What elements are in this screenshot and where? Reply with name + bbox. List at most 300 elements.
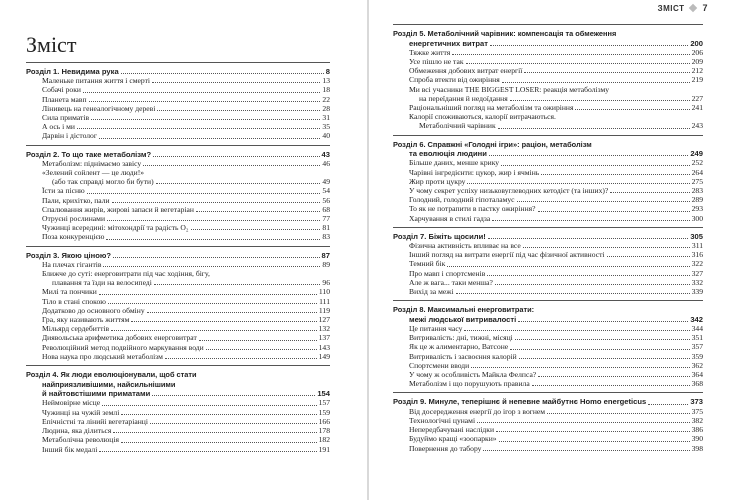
chapter-title: Розділ 1. Невидима рука (26, 67, 119, 76)
dot-leader (498, 128, 690, 129)
entry-page: 339 (691, 287, 703, 297)
toc-entry (26, 104, 330, 113)
dot-leader (112, 202, 321, 203)
dot-leader (575, 109, 689, 110)
toc-entry-line: Калорії споживаються, калорії витрачаються. (409, 112, 556, 122)
entry-page: 81 (322, 223, 330, 233)
entry-title: Інший бік медалі (42, 444, 98, 454)
entry-title: Будуймо кращі «зоопарки» (409, 434, 497, 444)
dot-leader (466, 63, 690, 64)
entry-page: 31 (322, 113, 330, 123)
entry-title: Тяжке життя (409, 47, 451, 57)
toc-entry (393, 177, 703, 186)
dot-leader (77, 128, 320, 129)
entry-title: Голодний, голодний гіпоталамус (409, 195, 515, 205)
entry-title: на переїдання й недоїдання (419, 93, 508, 103)
entry-page: 83 (322, 232, 330, 242)
toc-section (26, 62, 330, 141)
running-head-title: ЗМІСТ (657, 3, 685, 13)
entry-title: Метаболічний чарівник (419, 121, 496, 131)
entry-title: Інший погляд на витрати енергії під час фізичної активності (409, 250, 605, 260)
dot-leader (99, 294, 317, 295)
entry-title: Мільярд сердебиттів (42, 324, 110, 334)
toc-entry (26, 260, 330, 269)
dot-leader (447, 266, 689, 267)
entry-page: 77 (322, 214, 330, 224)
dot-leader (106, 239, 320, 240)
entry-page: 283 (691, 186, 703, 196)
toc-entry (393, 370, 703, 379)
dot-leader (108, 303, 317, 304)
chapter-row (393, 397, 703, 406)
toc-entry (26, 214, 330, 223)
dot-leader (519, 358, 690, 359)
entry-page: 243 (691, 121, 703, 131)
entry-title: Чужинці на чужій землі (42, 407, 120, 417)
entry-title: Повернення до табору (409, 443, 482, 453)
toc-entry (393, 352, 703, 361)
toc-entry (393, 278, 703, 287)
dot-leader (157, 110, 320, 111)
toc-entry (26, 186, 330, 195)
entry-page: 390 (691, 434, 703, 444)
dot-leader (147, 312, 317, 313)
dot-leader (87, 193, 321, 194)
toc-entry (393, 94, 703, 103)
toc-entry-line: Ми всі учасники THE BIGGEST LOSER: реакція метаболізму (409, 84, 610, 94)
entry-title: Більше даних, менше крику (409, 158, 500, 168)
dot-leader (524, 72, 689, 73)
toc-entry (393, 186, 703, 195)
entry-title: Їсти за пісню (42, 186, 85, 196)
entry-title: Вихід за межі (409, 287, 454, 297)
entry-title: Милі та пончики (42, 287, 97, 297)
entry-page: 96 (322, 278, 330, 288)
entry-page: 212 (691, 66, 703, 76)
entry-title: Спроба втекти від ожиріння (409, 75, 500, 85)
toc-entry (393, 241, 703, 250)
chapter-page: 8 (325, 67, 330, 76)
entry-title: Тіло в стані спокою (42, 296, 106, 306)
toc-entry (26, 398, 330, 407)
entry-title: Нова наука про людський метаболізм (42, 351, 163, 361)
toc-entry (26, 95, 330, 104)
dot-leader (467, 183, 689, 184)
entry-page: 159 (318, 407, 330, 417)
chapter-row (26, 67, 330, 76)
entry-title: Поза конкуренцією (42, 232, 105, 242)
toc-entry (393, 287, 703, 296)
entry-page: 357 (691, 342, 703, 352)
dot-leader (107, 220, 320, 221)
entry-page: 359 (691, 351, 703, 361)
entry-title: Собачі роки (42, 85, 81, 95)
toc-entry (393, 121, 703, 130)
dot-leader (206, 349, 317, 350)
entry-title: Отруєні рослинами (42, 214, 106, 224)
chapter-row (393, 149, 703, 158)
chapter-title-line: та еволюція людини (409, 149, 487, 159)
toc-entry (26, 306, 330, 315)
entry-title: Метаболізм: піднімаємо завісу (42, 158, 142, 168)
toc-entry (26, 113, 330, 122)
dot-leader (471, 367, 689, 368)
dot-leader (165, 358, 317, 359)
entry-page: 206 (691, 47, 703, 57)
dot-leader (152, 395, 315, 396)
toc-entry (393, 434, 703, 443)
chapter-title: Розділ 5. Метаболічний чарівник: компенсація та обмеження (393, 29, 617, 38)
chapter-row (26, 251, 330, 260)
dot-leader (496, 431, 690, 432)
chapter-row (26, 150, 330, 159)
dot-leader (518, 321, 688, 322)
entry-title: Але ж вага... таки менша? (409, 277, 493, 287)
entry-page: 375 (691, 406, 703, 416)
toc-entry (26, 408, 330, 417)
entry-page: 300 (691, 213, 703, 223)
dot-leader (541, 174, 689, 175)
chapter-page: 87 (321, 250, 330, 260)
toc-section (393, 227, 703, 296)
toc-entry (26, 232, 330, 241)
toc-entry (393, 425, 703, 434)
toc-entry (393, 204, 703, 213)
entry-title: Метаболічна революція (42, 435, 119, 445)
entry-title: Епічністні та лінийі вегетаріанці (42, 416, 148, 426)
dot-leader (488, 238, 689, 239)
chapter-title: Розділ 7. Біжіть щосили! (393, 231, 486, 241)
dot-leader (502, 82, 690, 83)
dot-leader (113, 257, 320, 258)
chapter-heading (26, 370, 330, 398)
entry-title: Сила приматів (42, 113, 90, 123)
entry-page: 127 (318, 315, 330, 325)
entry-page: 293 (691, 204, 703, 214)
entry-title: Від досередження енергії до ігор з вогнем (409, 406, 546, 416)
entry-page: 386 (691, 425, 703, 435)
chapter-heading (26, 67, 330, 76)
chapter-heading (393, 232, 703, 241)
entry-page: 311 (691, 241, 703, 251)
chapter-heading (393, 140, 703, 159)
right-page (369, 0, 736, 500)
toc-entry (26, 417, 330, 426)
entry-title: Чужинці всередині: мітохондрії та радість O₂ (42, 223, 189, 233)
dot-leader (538, 211, 690, 212)
chapter-page: 342 (690, 314, 703, 324)
dot-leader (99, 138, 320, 139)
toc-section (393, 300, 703, 388)
entry-page: 143 (318, 342, 330, 352)
toc-entry (393, 75, 703, 84)
entry-page: 182 (318, 435, 330, 445)
dot-leader (89, 101, 321, 102)
chapter-title-line: енергетичних витрат (409, 38, 488, 48)
toc-entry (393, 103, 703, 112)
chapter-title: Розділ 9. Минуле, теперішнє й непевне майбутнє Homo energeticus (393, 397, 647, 407)
entry-page: 191 (318, 444, 330, 454)
entry-title: Це питання часу (409, 324, 463, 334)
entry-page: 332 (691, 277, 703, 287)
entry-page: 132 (318, 324, 330, 334)
entry-page: 364 (691, 370, 703, 380)
toc-section (26, 145, 330, 242)
entry-page: 398 (691, 443, 703, 453)
entry-title: Темний бік (409, 259, 446, 269)
entry-page: 241 (691, 103, 703, 113)
dot-leader (510, 100, 690, 101)
toc-entry (393, 407, 703, 416)
toc-entry (26, 445, 330, 454)
toc-entry (26, 333, 330, 342)
page-number: 7 (702, 3, 708, 13)
chapter-page: 154 (317, 389, 330, 399)
chapter-title: Розділ 8. Максимальні енерговитрати: (393, 305, 535, 315)
chapter-title: Розділ 2. То що таке метаболізм? (26, 149, 152, 159)
entry-page: 209 (691, 57, 703, 66)
dot-leader (452, 54, 689, 55)
entry-title: Спортсмени вводи (409, 360, 470, 370)
toc-entry (26, 223, 330, 232)
chapter-heading (26, 150, 330, 159)
entry-page: 327 (691, 268, 703, 278)
chapter-page: 249 (690, 149, 703, 159)
entry-title: Гра, яку називають життям (42, 315, 130, 325)
entry-title: Обмеження добових витрат енергії (409, 66, 523, 76)
entry-page: 35 (322, 122, 330, 132)
dot-leader (547, 413, 690, 414)
entry-title: Планета мавп (42, 94, 87, 104)
dot-leader (156, 183, 321, 184)
toc-entry (393, 250, 703, 259)
chapter-title: Розділ 6. Справжні «Голодні ігри»: раціон, метаболізм (393, 139, 592, 149)
dot-leader (517, 201, 690, 202)
dot-leader (515, 339, 690, 340)
entry-title: Жир проти цукру (409, 176, 466, 186)
entry-title: Технологічні цунамі (409, 415, 476, 425)
toc-section (393, 392, 703, 452)
dot-leader (111, 330, 317, 331)
chapter-page: 200 (690, 38, 703, 48)
entry-title: Витривалість: дні, тижні, місяці (409, 333, 513, 343)
dot-leader (489, 155, 688, 156)
entry-title: Спалювання жирів, жирові запаси й вегетаріан (42, 204, 194, 214)
dot-leader (492, 220, 689, 221)
entry-page: 149 (318, 351, 330, 361)
chapter-title-line: й найтовстішими приматами (42, 389, 151, 399)
dot-leader (495, 284, 690, 285)
entry-page: 219 (691, 75, 703, 85)
entry-page: 227 (691, 93, 703, 103)
entry-page: 275 (691, 176, 703, 186)
entry-title: А ось і ми (42, 122, 75, 132)
dot-leader (121, 414, 316, 415)
entry-page: 351 (691, 333, 703, 343)
entry-page: 110 (318, 287, 330, 297)
entry-page: 46 (322, 158, 330, 168)
entry-title: Маленьке питання життя і смерті (42, 76, 150, 86)
dot-leader (103, 266, 320, 267)
toc-entry (393, 195, 703, 204)
toc-entry-line: «Зелений сойлент — це люди!» (42, 168, 145, 178)
toc-entry (393, 361, 703, 370)
entry-title: У чому секрет успіху низьковуглеводних кетодієт (та інших)? (409, 186, 609, 196)
dot-leader (499, 441, 690, 442)
toc-entry (393, 416, 703, 425)
entry-title: Усе пішло не так (409, 57, 464, 66)
entry-title: Про мавп і спортсменів (409, 268, 486, 278)
dot-leader (113, 432, 316, 433)
toc-entry (26, 278, 330, 287)
diamond-icon (689, 4, 697, 12)
entry-title: На плечах гігантів (42, 259, 102, 269)
dot-leader (99, 451, 316, 452)
toc-entry (393, 444, 703, 453)
entry-page: 56 (322, 195, 330, 205)
toc-entry (26, 297, 330, 306)
toc-entry-line: Ближче до суті: енерговитрати під час ходіння, бігу, (42, 269, 210, 279)
dot-leader (487, 275, 689, 276)
chapter-title: Розділ 3. Якою ціною? (26, 250, 112, 260)
entry-page: 40 (322, 131, 330, 141)
chapter-page: 305 (690, 231, 703, 241)
running-head (658, 3, 708, 13)
entry-title: Метаболізм і що порушують правила (409, 379, 530, 389)
entry-page: 178 (318, 426, 330, 436)
dot-leader (532, 385, 690, 386)
entry-page: 137 (318, 333, 330, 343)
entry-title: Пали, крихітко, пали (42, 195, 110, 205)
entry-page: 166 (318, 416, 330, 426)
entry-title: Витривалість і засвоєння калорій (409, 351, 517, 361)
entry-page: 368 (691, 379, 703, 389)
toc-entry (26, 435, 330, 444)
dot-leader (199, 340, 317, 341)
entry-title: У чому ж особливість Майкла Фелпса? (409, 370, 537, 380)
entry-title: То як не потрапити в пастку ожиріння? (409, 204, 536, 214)
toc-entry (26, 76, 330, 85)
toc-section (393, 135, 703, 223)
entry-page: 264 (691, 167, 703, 177)
dot-leader (510, 349, 689, 350)
entry-page: 28 (322, 103, 330, 113)
toc-entry (26, 122, 330, 131)
dot-leader (523, 247, 690, 248)
entry-page: 322 (691, 259, 703, 269)
toc-entry (26, 205, 330, 214)
dot-leader (150, 423, 317, 424)
toc-section (393, 24, 703, 131)
dot-leader (538, 376, 689, 377)
dot-leader (490, 45, 688, 46)
dot-leader (464, 330, 689, 331)
entry-page: 49 (322, 177, 330, 187)
chapter-row (393, 315, 703, 324)
toc-entry (26, 177, 330, 186)
entry-page: 157 (318, 398, 330, 408)
chapter-heading (393, 29, 703, 48)
entry-page: 316 (691, 250, 703, 260)
dot-leader (483, 450, 689, 451)
entry-title: Неймовірне місце (42, 398, 101, 408)
entry-title: Як це ж алиментарно, Ватсоне (409, 342, 509, 352)
chapter-heading (393, 397, 703, 406)
dot-leader (153, 156, 319, 157)
entry-title: Додатково до основного обміну (42, 305, 145, 315)
dot-leader (477, 422, 690, 423)
chapter-title: Розділ 4. Як люди еволюціонували, щоб стати (26, 370, 197, 380)
toc-entry (393, 259, 703, 268)
entry-page: 22 (322, 94, 330, 104)
toc-entry (393, 48, 703, 57)
entry-title: Людина, яка ділиться (42, 426, 112, 436)
entry-page: 18 (322, 85, 330, 95)
entry-title: Диявольська арифметика добових енерговитрат (42, 333, 197, 343)
entry-title: (або так справді могло би бути) (52, 177, 154, 187)
entry-page: 89 (322, 259, 330, 269)
chapter-title-line: межі людської витривалості (409, 314, 517, 324)
toc-entry (26, 287, 330, 296)
entry-page: 289 (691, 195, 703, 205)
chapter-row (393, 232, 703, 241)
entry-title: Раціональніший погляд на метаболізм та ожиріння (409, 103, 574, 113)
dot-leader (610, 192, 689, 193)
toc-section (26, 365, 330, 454)
chapter-title-line: найприязливішими, найсильнішими (42, 379, 176, 389)
toc-entry (26, 324, 330, 333)
right-toc-column (393, 24, 703, 457)
toc-entry (393, 324, 703, 333)
entry-page: 13 (322, 76, 330, 86)
left-toc-column (26, 62, 330, 458)
toc-entry (393, 214, 703, 223)
toc-entry (393, 269, 703, 278)
dot-leader (152, 82, 320, 83)
entry-page: 54 (322, 186, 330, 196)
entry-page: 252 (691, 158, 703, 168)
chapter-row (26, 389, 330, 398)
entry-page: 382 (691, 415, 703, 425)
dot-leader (131, 321, 316, 322)
entry-title: Революційний метод подвійного маркування води (42, 342, 204, 352)
dot-leader (607, 256, 690, 257)
chapter-page: 373 (690, 397, 703, 407)
chapter-row (393, 39, 703, 48)
entry-title: Дарвін і дістолог (42, 131, 97, 141)
entry-title: Чарівні інгредієнти: цукор, жир і ячмінь (409, 167, 540, 177)
entry-title: Лінивець на генеалогічному дереві (42, 103, 156, 113)
toc-section (26, 246, 330, 361)
dot-leader (501, 165, 690, 166)
toc-entry (26, 343, 330, 352)
entry-page: 119 (318, 305, 330, 315)
toc-entry (26, 85, 330, 94)
entry-title: Фізична активність впливає на все (409, 241, 521, 251)
chapter-heading (26, 251, 330, 260)
dot-leader (456, 293, 690, 294)
toc-entry (393, 379, 703, 388)
entry-page: 362 (691, 360, 703, 370)
entry-page: 344 (691, 324, 703, 334)
dot-leader (154, 284, 321, 285)
entry-title: плавання та їзди на велосипеді (52, 278, 152, 288)
toc-entry (393, 66, 703, 75)
toc-entry (393, 168, 703, 177)
entry-page: 68 (322, 204, 330, 214)
chapter-heading (393, 305, 703, 324)
toc-entry (26, 426, 330, 435)
